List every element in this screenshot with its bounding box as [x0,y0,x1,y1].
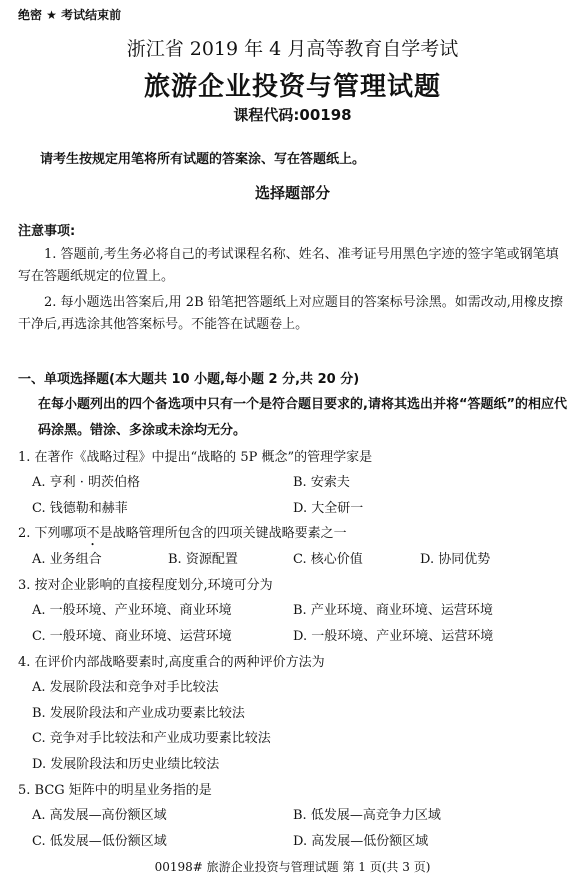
option-a: A. 业务组合 [32,552,102,567]
question-stem: 5. BCG 矩阵中的明星业务指的是 [18,783,212,798]
confidential-label: 绝密 ★ 考试结束前 [18,8,122,22]
option-a: A. 发展阶段法和竞争对手比较法 [32,680,219,695]
option-d: D. 发展阶段法和历史业绩比较法 [32,757,220,772]
part-title: 选择题部分 [254,184,330,202]
option-d: D. 一般环境、产业环境、运营环境 [293,629,494,644]
stem-post: 是战略管理所包含的四项关键战略要素之一 [99,526,347,541]
question-stem: 3. 按对企业影响的直接程度划分,环境可分为 [18,578,273,593]
section-heading: 一、单项选择题(本大题共 10 小题,每小题 2 分,共 20 分) [18,372,360,387]
option-b: B. 发展阶段法和产业成功要素比较法 [32,706,245,721]
paper-title: 旅游企业投资与管理试题 [143,72,441,102]
section-description: 在每小题列出的四个备选项中只有一个是符合题目要求的,请将其选出并将“答题纸”的相应代码涂黑。错涂、多涂或未涂均无分。 [38,397,568,438]
option-c: C. 一般环境、商业环境、运营环境 [32,629,232,644]
option-b: B. 产业环境、商业环境、运营环境 [293,603,493,618]
note-item: 1. 答题前,考生务必将自己的考试课程名称、姓名、准考证号用黑色字迹的签字笔或钢笔填写在答题纸规定的位置上。 [18,247,559,284]
question-stem [18,522,347,549]
answer-instruction: 请考生按规定用笔将所有试题的答案涂、写在答题纸上。 [40,152,366,167]
notes-heading: 注意事项: [18,224,76,239]
course-code: 课程代码:00198 [233,106,352,124]
option-a: A. 高发展—高份额区域 [32,808,167,823]
question-stem: 4. 在评价内部战略要素时,高度重合的两种评价方法为 [18,655,325,670]
option-b: B. 低发展—高竞争力区域 [293,808,441,823]
option-d: D. 大全研一 [293,501,364,516]
question-stem: 1. 在著作《战略过程》中提出“战略的 5P 概念”的管理学家是 [18,450,373,465]
option-d: D. 高发展—低份额区域 [293,834,429,849]
page-footer: 00198# 旅游企业投资与管理试题 第 1 页(共 3 页) [154,860,431,874]
option-b: B. 安索夫 [293,475,350,490]
stem-emphasis: 不 [86,526,100,541]
option-a: A. 亨利 · 明茨伯格 [32,475,141,490]
option-c: C. 核心价值 [293,552,363,567]
option-d: D. 协同优势 [420,552,491,567]
note-item: 2. 每小题选出答案后,用 2B 铅笔把答题纸上对应题目的答案标号涂黑。如需改动,用橡皮擦干净后,再选涂其他答案标号。不能答在试题卷上。 [18,295,563,332]
option-c: C. 竞争对手比较法和产业成功要素比较法 [32,731,271,746]
option-c: C. 钱德勒和赫菲 [32,501,128,516]
option-a: A. 一般环境、产业环境、商业环境 [32,603,232,618]
option-b: B. 资源配置 [168,552,238,567]
stem-pre: 2. 下列哪项 [18,526,87,541]
option-c: C. 低发展—低份额区域 [32,834,167,849]
exam-name: 浙江省 2019 年 4 月高等教育自学考试 [126,38,459,60]
